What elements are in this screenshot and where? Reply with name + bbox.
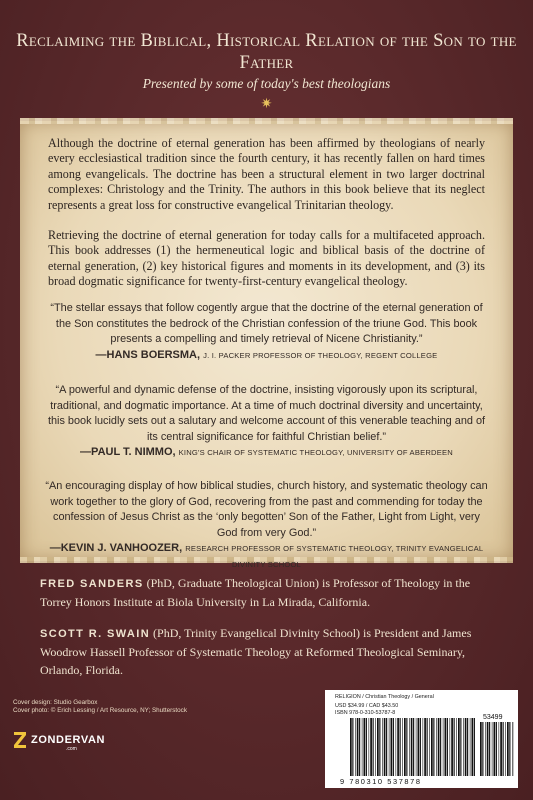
barcode-bar — [509, 722, 510, 776]
barcode-bar — [467, 718, 468, 776]
author-bio — [40, 574, 493, 611]
barcode-bar — [375, 718, 376, 776]
barcode-bar — [451, 718, 453, 776]
barcode-bar — [423, 718, 424, 776]
barcode-bar — [377, 718, 379, 776]
barcode-bar — [458, 718, 460, 776]
barcode-bar — [382, 718, 383, 776]
barcode-bar — [406, 718, 407, 776]
endorsement-attribution — [44, 541, 489, 572]
barcode-bar — [489, 722, 490, 776]
endorsement — [44, 301, 489, 363]
barcode-bar — [411, 718, 413, 776]
author-bio-text: (PhD, Graduate Theological Union) is Professor of Theology in the Torrey Honors Institute at Biola University in La Mirada, California. — [40, 576, 471, 609]
publisher-logo — [13, 730, 163, 750]
tagline: Reclaiming the Biblical, Historical Relation of the Son to the Father — [16, 31, 517, 73]
barcode-bar — [433, 718, 434, 776]
barcode-bar — [413, 718, 414, 776]
barcode-bar — [494, 722, 496, 776]
barcode-bar — [463, 718, 464, 776]
cover-credits — [13, 699, 313, 716]
barcode-bar — [507, 722, 509, 776]
barcode-bar — [391, 718, 393, 776]
barcode-bar — [438, 718, 440, 776]
author-bio — [40, 624, 493, 679]
publisher-name: ZONDERVAN — [31, 734, 106, 746]
isbn-barcode — [350, 718, 475, 776]
endorser-name: —KEVIN J. VANHOOZER, — [49, 542, 183, 555]
author-name: FRED SANDERS — [40, 578, 144, 590]
price-line: USD $34.99 / CAD $43.50 — [335, 703, 399, 709]
barcode-bar — [472, 718, 474, 776]
barcode-bar — [456, 718, 457, 776]
barcode-bar — [396, 718, 397, 776]
barcode-bar — [443, 718, 444, 776]
endorser-title: RESEARCH PROFESSOR OF SYSTEMATIC THEOLOGY, TRINITY EVANGELICAL DIVINITY SCHOOL — [185, 544, 484, 569]
cover-header — [0, 0, 533, 120]
barcode-bar — [352, 718, 353, 776]
barcode-bar — [480, 722, 482, 776]
endorser-title: KING'S CHAIR OF SYSTEMATIC THEOLOGY, UNIVERSITY OF ABERDEEN — [178, 448, 453, 458]
barcode-bar — [447, 718, 448, 776]
barcode-bar — [445, 718, 447, 776]
publisher-domain-suffix: .com — [66, 746, 77, 752]
barcode-bar — [362, 718, 363, 776]
price-addon-barcode — [480, 722, 514, 776]
barcode-bar — [450, 718, 451, 776]
barcode-bar — [400, 718, 401, 776]
barcode-bar — [420, 718, 421, 776]
barcode-bar — [402, 718, 403, 776]
barcode-bar — [440, 718, 441, 776]
barcode-bar — [482, 722, 483, 776]
barcode-bar — [454, 718, 455, 776]
barcode-bar — [384, 718, 386, 776]
barcode-bar — [355, 718, 356, 776]
endorsement-quote: “An encouraging display of how biblical studies, church history, and systematic theology can work together to the glory of God, recovering from the past and commending for today the confession of Jesus Christ as the ‘only begotten’ Son of the Father, Light from Light, very God from very God.” — [45, 480, 488, 539]
barcode-bar — [379, 718, 380, 776]
barcode-bar — [496, 722, 497, 776]
photo-credit: Cover photo: © Erich Lessing / Art Resource, NY; Shutterstock — [13, 707, 187, 715]
barcode-bar — [418, 718, 420, 776]
endorser-name: —HANS BOERSMA, — [95, 348, 201, 361]
parchment-torn-edge-top — [20, 118, 513, 124]
barcode-bar — [436, 718, 437, 776]
barcode-bar — [359, 718, 360, 776]
endorsement — [44, 479, 489, 573]
barcode-bar — [474, 718, 475, 776]
star-ornament-icon: ✷ — [260, 97, 273, 112]
barcode-bar — [386, 718, 387, 776]
barcode-bar — [492, 722, 493, 776]
design-credit: Cover design: Studio Gearbox — [13, 699, 98, 706]
barcode-bar — [427, 718, 428, 776]
endorser-name: —PAUL T. NIMMO, — [80, 446, 176, 459]
barcode-bar — [505, 722, 506, 776]
barcode-bar — [357, 718, 359, 776]
barcode-bar — [429, 718, 430, 776]
barcode-bar — [503, 722, 504, 776]
endorsement — [44, 383, 489, 461]
barcode-bar — [370, 718, 372, 776]
price-addon-number: 53499 — [483, 714, 503, 721]
barcode-bar — [393, 718, 394, 776]
isbn-digits: 9 780310 537878 — [340, 777, 422, 786]
presented-by: Presented by some of today's best theologians — [142, 76, 391, 91]
bisac-category: RELIGION / Christian Theology / General — [335, 694, 434, 700]
barcode-bar — [416, 718, 417, 776]
endorsement-quote: “A powerful and dynamic defense of the doctrine, insisting vigorously upon its scriptural, traditional, and dogmatic importance. At a time of much doctrinal diversity and uncertainty, this book lucidly sets out a salutary and welcome account of this venerable teaching and of its central significance for faithful Christian belief.” — [47, 384, 486, 443]
description-paragraph-1: Although the doctrine of eternal generation has been affirmed by theologians of nearly every ecclesiastical tradition since the fourth century, it has recently fallen on hard times among evangelicals. The doctrine has been a structural element in two larger doctrinal complexes: Christology and the Trinity. The authors in this book believe that its neglect represents a great loss for constructive evangelical Trinitarian theology. — [48, 136, 485, 212]
barcode-bar — [397, 718, 399, 776]
barcode-bar — [373, 718, 374, 776]
endorsement-quote: “The stellar essays that follow cogently argue that the doctrine of the eternal generation of the Son constitutes the bedrock of the Christian confession of the triune God. This book presents a compelling and timely retrieval of Nicene Christianity.” — [50, 302, 483, 346]
zondervan-z-icon — [13, 730, 27, 750]
barcode-bar — [465, 718, 467, 776]
barcode-bar — [404, 718, 406, 776]
barcode-bar — [499, 722, 500, 776]
barcode-bar — [366, 718, 367, 776]
author-bio-text: (PhD, Trinity Evangelical Divinity School) is President and James Woodrow Hassell Professor of Systematic Theology at Reformed Theological Seminary, Orlando, Florida. — [40, 626, 472, 677]
barcode-bar — [460, 718, 461, 776]
description-paragraph-2: Retrieving the doctrine of eternal generation for today calls for a multifaceted approach. This book addresses (1) the hermeneutical logic and biblical basis of the doctrine of eternal generation, (2) key historical figures and moments in its development, and (3) its broad dogmatic significance for twenty-first-century evangelical theology. — [48, 228, 485, 289]
endorsement-attribution — [44, 348, 489, 364]
barcode-bar — [500, 722, 502, 776]
barcode-bar — [364, 718, 366, 776]
barcode-bar — [487, 722, 489, 776]
barcode-bar — [431, 718, 433, 776]
barcode-bar — [350, 718, 352, 776]
endorser-title: J. I. PACKER PROFESSOR OF THEOLOGY, REGENT COLLEGE — [203, 350, 438, 360]
barcode-bar — [369, 718, 370, 776]
barcode-bar — [409, 718, 410, 776]
barcode-bar — [424, 718, 426, 776]
barcode-bar — [389, 718, 390, 776]
author-name: SCOTT R. SWAIN — [40, 628, 151, 640]
barcode-bar — [470, 718, 471, 776]
barcode-bar — [485, 722, 486, 776]
barcode-bar — [512, 722, 513, 776]
endorsement-attribution — [44, 445, 489, 461]
isbn-label: ISBN 978-0-310-53787-8 — [335, 710, 396, 716]
